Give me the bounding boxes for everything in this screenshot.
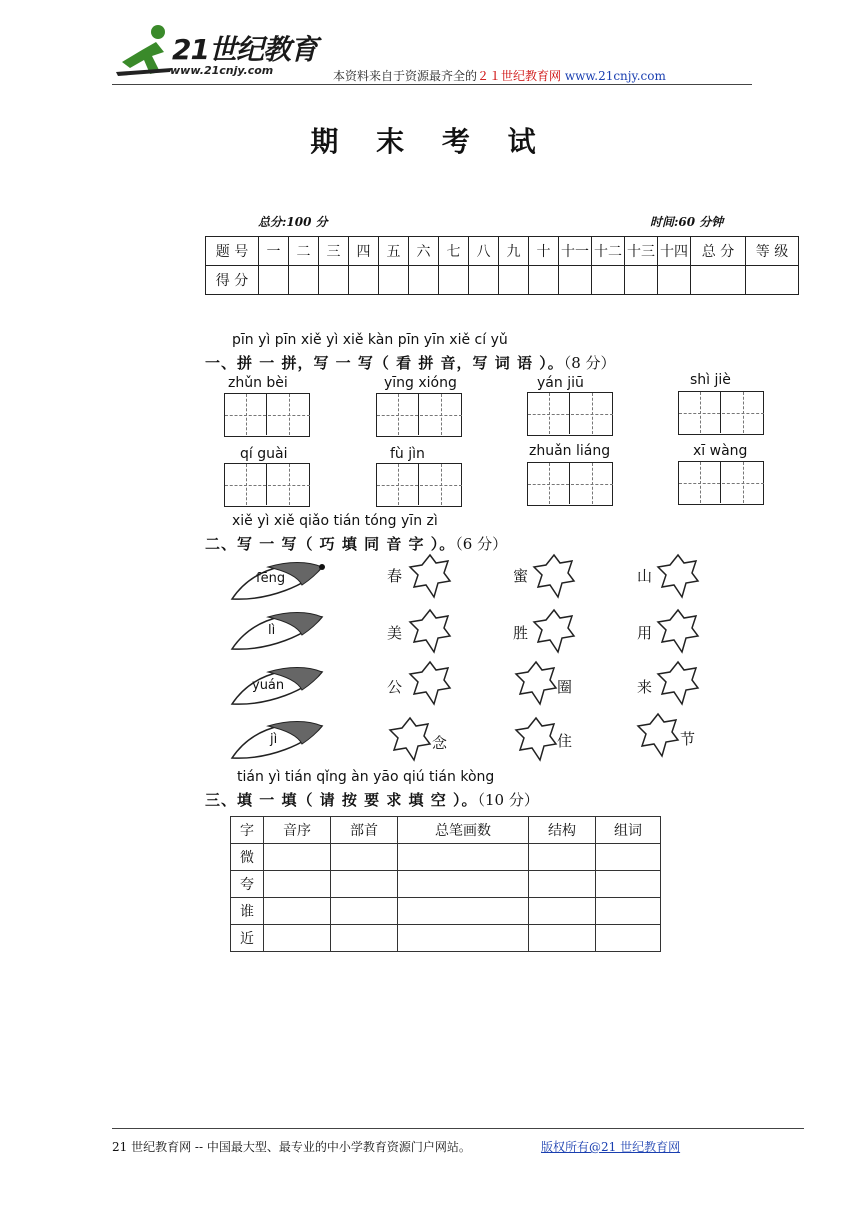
score-cell[interactable] [499, 266, 529, 295]
header-note-prefix: 本资料来自于资源最齐全的 [333, 69, 478, 83]
word-pinyin: fù jìn [390, 446, 425, 462]
logo-url: www.21cnjy.com [170, 64, 274, 77]
analysis-header-cell: 总笔画数 [398, 817, 529, 844]
maple-leaf-answer-icon[interactable] [388, 716, 432, 764]
score-header-cell: 等 级 [746, 237, 799, 266]
answer-cell[interactable] [398, 925, 529, 952]
section3-points: （10 分） [477, 791, 539, 809]
answer-cell[interactable] [264, 925, 331, 952]
grid-cell[interactable] [420, 394, 462, 435]
score-table [205, 236, 799, 295]
striped-leaf-icon [228, 605, 328, 655]
score-header-cell: 六 [409, 237, 439, 266]
score-header-cell: 一 [259, 237, 289, 266]
analysis-char: 谁 [231, 898, 264, 925]
score-cell[interactable] [658, 266, 691, 295]
writing-grid[interactable] [376, 393, 462, 437]
grid-cell[interactable] [377, 464, 419, 505]
score-header-cell: 七 [439, 237, 469, 266]
homophone-char: 春 [387, 567, 403, 585]
grid-cell[interactable] [571, 463, 613, 504]
score-header-row [206, 237, 799, 266]
pinyin-leaf [228, 714, 328, 764]
section1-pinyin: pīn yì pīn xiě yì xiě kàn pīn yīn xiě cí yǔ [232, 332, 508, 348]
homophone-char: 节 [680, 730, 696, 748]
answer-cell[interactable] [398, 844, 529, 871]
grid-cell[interactable] [528, 393, 570, 434]
grid-cell[interactable] [268, 394, 310, 435]
answer-cell[interactable] [398, 871, 529, 898]
writing-grid[interactable] [527, 392, 613, 436]
answer-cell[interactable] [529, 844, 596, 871]
character-analysis-table [230, 816, 661, 952]
pinyin-leaf [228, 555, 328, 605]
answer-cell[interactable] [529, 898, 596, 925]
page-title: 期 末 考 试 [310, 125, 550, 158]
leaf-pinyin: yuán [252, 678, 285, 693]
section2-points: （6 分） [455, 535, 508, 553]
section1-heading [205, 352, 616, 373]
homophone-char: 来 [637, 678, 653, 696]
word-pinyin: yīng xióng [384, 375, 457, 391]
header-note-site[interactable]: ２１世纪教育网 [477, 69, 562, 83]
pinyin-leaf [228, 660, 328, 710]
homophone-char: 用 [637, 624, 653, 642]
grid-cell[interactable] [722, 462, 764, 503]
grid-cell[interactable] [268, 464, 310, 505]
score-cell[interactable] [559, 266, 592, 295]
answer-cell[interactable] [398, 898, 529, 925]
maple-leaf-answer-icon[interactable] [532, 608, 576, 656]
homophone-char: 念 [432, 734, 448, 752]
homophone-char: 蜜 [513, 567, 529, 585]
analysis-char: 夸 [231, 871, 264, 898]
word-pinyin: zhǔn bèi [228, 375, 288, 391]
score-cell[interactable] [746, 266, 799, 295]
grid-cell[interactable] [420, 464, 462, 505]
score-header-cell: 九 [499, 237, 529, 266]
analysis-header-cell: 字 [231, 817, 264, 844]
answer-cell[interactable] [264, 844, 331, 871]
leaf-pinyin: fēng [256, 571, 286, 586]
writing-grid[interactable] [224, 393, 310, 437]
homophone-char: 胜 [513, 624, 529, 642]
writing-grid[interactable] [224, 463, 310, 507]
homophone-char: 住 [557, 732, 573, 750]
maple-leaf-answer-icon[interactable] [656, 608, 700, 656]
grid-cell[interactable] [722, 392, 764, 433]
score-header-cell: 十二 [592, 237, 625, 266]
answer-cell[interactable] [596, 925, 661, 952]
score-cell[interactable] [289, 266, 319, 295]
maple-leaf-answer-icon[interactable] [636, 712, 680, 760]
leaf-pinyin: jì [270, 732, 278, 747]
writing-grid[interactable] [678, 461, 764, 505]
logo-text: 21世纪教育 [172, 33, 317, 66]
time-limit: 时间:60 分钟 [650, 215, 724, 229]
score-cell[interactable] [691, 266, 746, 295]
score-cell[interactable] [469, 266, 499, 295]
word-pinyin: yán jiū [537, 375, 584, 391]
homophone-char: 山 [637, 567, 653, 585]
score-cell[interactable] [592, 266, 625, 295]
analysis-header-cell: 部首 [331, 817, 398, 844]
table-row [231, 925, 661, 952]
homophone-char: 美 [387, 624, 403, 642]
section3-heading [205, 789, 539, 810]
maple-leaf-answer-icon[interactable] [514, 660, 558, 708]
maple-leaf-answer-icon[interactable] [408, 553, 452, 601]
footer-rule [112, 1128, 804, 1129]
grid-cell[interactable] [225, 394, 267, 435]
score-cell[interactable] [259, 266, 289, 295]
analysis-header-cell: 组词 [596, 817, 661, 844]
maple-leaf-answer-icon[interactable] [656, 553, 700, 601]
score-cell[interactable] [625, 266, 658, 295]
analysis-char: 近 [231, 925, 264, 952]
header-rule [112, 84, 752, 85]
section3-heading-text: 三、填 一 填（ 请 按 要 求 填 空 ）。 [205, 791, 478, 809]
copyright-link[interactable]: 版权所有@21 世纪教育网 [541, 1140, 681, 1154]
section3-pinyin: tián yì tián qǐng àn yāo qiú tián kòng [237, 769, 495, 785]
striped-leaf-icon [228, 714, 328, 764]
word-pinyin: xī wàng [693, 443, 748, 459]
grid-cell[interactable] [528, 463, 570, 504]
answer-cell[interactable] [331, 925, 398, 952]
score-row [206, 266, 799, 295]
score-header-cell: 总 分 [691, 237, 746, 266]
word-pinyin: zhuǎn liáng [529, 443, 611, 459]
maple-leaf-answer-icon[interactable] [408, 660, 452, 708]
answer-cell[interactable] [331, 898, 398, 925]
score-header-cell: 五 [379, 237, 409, 266]
answer-cell[interactable] [529, 925, 596, 952]
score-row-label: 得 分 [206, 266, 259, 295]
score-cell[interactable] [439, 266, 469, 295]
maple-leaf-answer-icon[interactable] [656, 660, 700, 708]
header-note [333, 67, 666, 84]
answer-cell[interactable] [596, 871, 661, 898]
analysis-header-cell: 音序 [264, 817, 331, 844]
score-cell[interactable] [529, 266, 559, 295]
table-row [231, 844, 661, 871]
section2-heading [205, 533, 507, 554]
score-header-cell: 八 [469, 237, 499, 266]
score-cell[interactable] [319, 266, 349, 295]
score-cell[interactable] [409, 266, 439, 295]
analysis-header-row [231, 817, 661, 844]
total-score: 总分:100 分 [258, 215, 328, 229]
writing-grid[interactable] [376, 463, 462, 507]
score-header-cell: 二 [289, 237, 319, 266]
score-cell[interactable] [379, 266, 409, 295]
score-header-cell: 十四 [658, 237, 691, 266]
pinyin-leaf [228, 605, 328, 655]
answer-cell[interactable] [264, 898, 331, 925]
writing-grid[interactable] [678, 391, 764, 435]
score-header-cell: 十 [529, 237, 559, 266]
maple-leaf-answer-icon[interactable] [514, 716, 558, 764]
score-header-cell: 三 [319, 237, 349, 266]
answer-cell[interactable] [264, 871, 331, 898]
section1-points: （8 分） [563, 354, 616, 372]
score-header-cell: 题 号 [206, 237, 259, 266]
grid-cell[interactable] [679, 392, 721, 433]
grid-cell[interactable] [571, 393, 613, 434]
score-header-cell: 十一 [559, 237, 592, 266]
writing-grid[interactable] [527, 462, 613, 506]
homophone-char: 圈 [557, 678, 573, 696]
score-header-cell: 十三 [625, 237, 658, 266]
leaf-pinyin: lì [268, 623, 276, 638]
analysis-char: 微 [231, 844, 264, 871]
grid-cell[interactable] [377, 394, 419, 435]
grid-cell[interactable] [225, 464, 267, 505]
answer-cell[interactable] [596, 898, 661, 925]
table-row [231, 898, 661, 925]
answer-cell[interactable] [331, 844, 398, 871]
maple-leaf-answer-icon[interactable] [532, 553, 576, 601]
maple-leaf-answer-icon[interactable] [408, 608, 452, 656]
answer-cell[interactable] [331, 871, 398, 898]
score-cell[interactable] [349, 266, 379, 295]
grid-cell[interactable] [679, 462, 721, 503]
header-note-url[interactable]: www.21cnjy.com [564, 69, 666, 83]
analysis-header-cell: 结构 [529, 817, 596, 844]
score-header-cell: 四 [349, 237, 379, 266]
answer-cell[interactable] [596, 844, 661, 871]
word-pinyin: shì jiè [690, 372, 731, 388]
section2-heading-text: 二、写 一 写（ 巧 填 同 音 字 ）。 [205, 535, 456, 553]
homophone-char: 公 [387, 678, 403, 696]
answer-cell[interactable] [529, 871, 596, 898]
footer-text: 21 世纪教育网 -- 中国最大型、最专业的中小学教育资源门户网站。 [112, 1140, 471, 1154]
word-pinyin: qí guài [240, 446, 288, 462]
section2-pinyin: xiě yì xiě qiǎo tián tóng yīn zì [232, 513, 438, 529]
table-row [231, 871, 661, 898]
section1-heading-text: 一、拼 一 拼，写 一 写（ 看 拼 音，写 词 语 ）。 [205, 354, 564, 372]
